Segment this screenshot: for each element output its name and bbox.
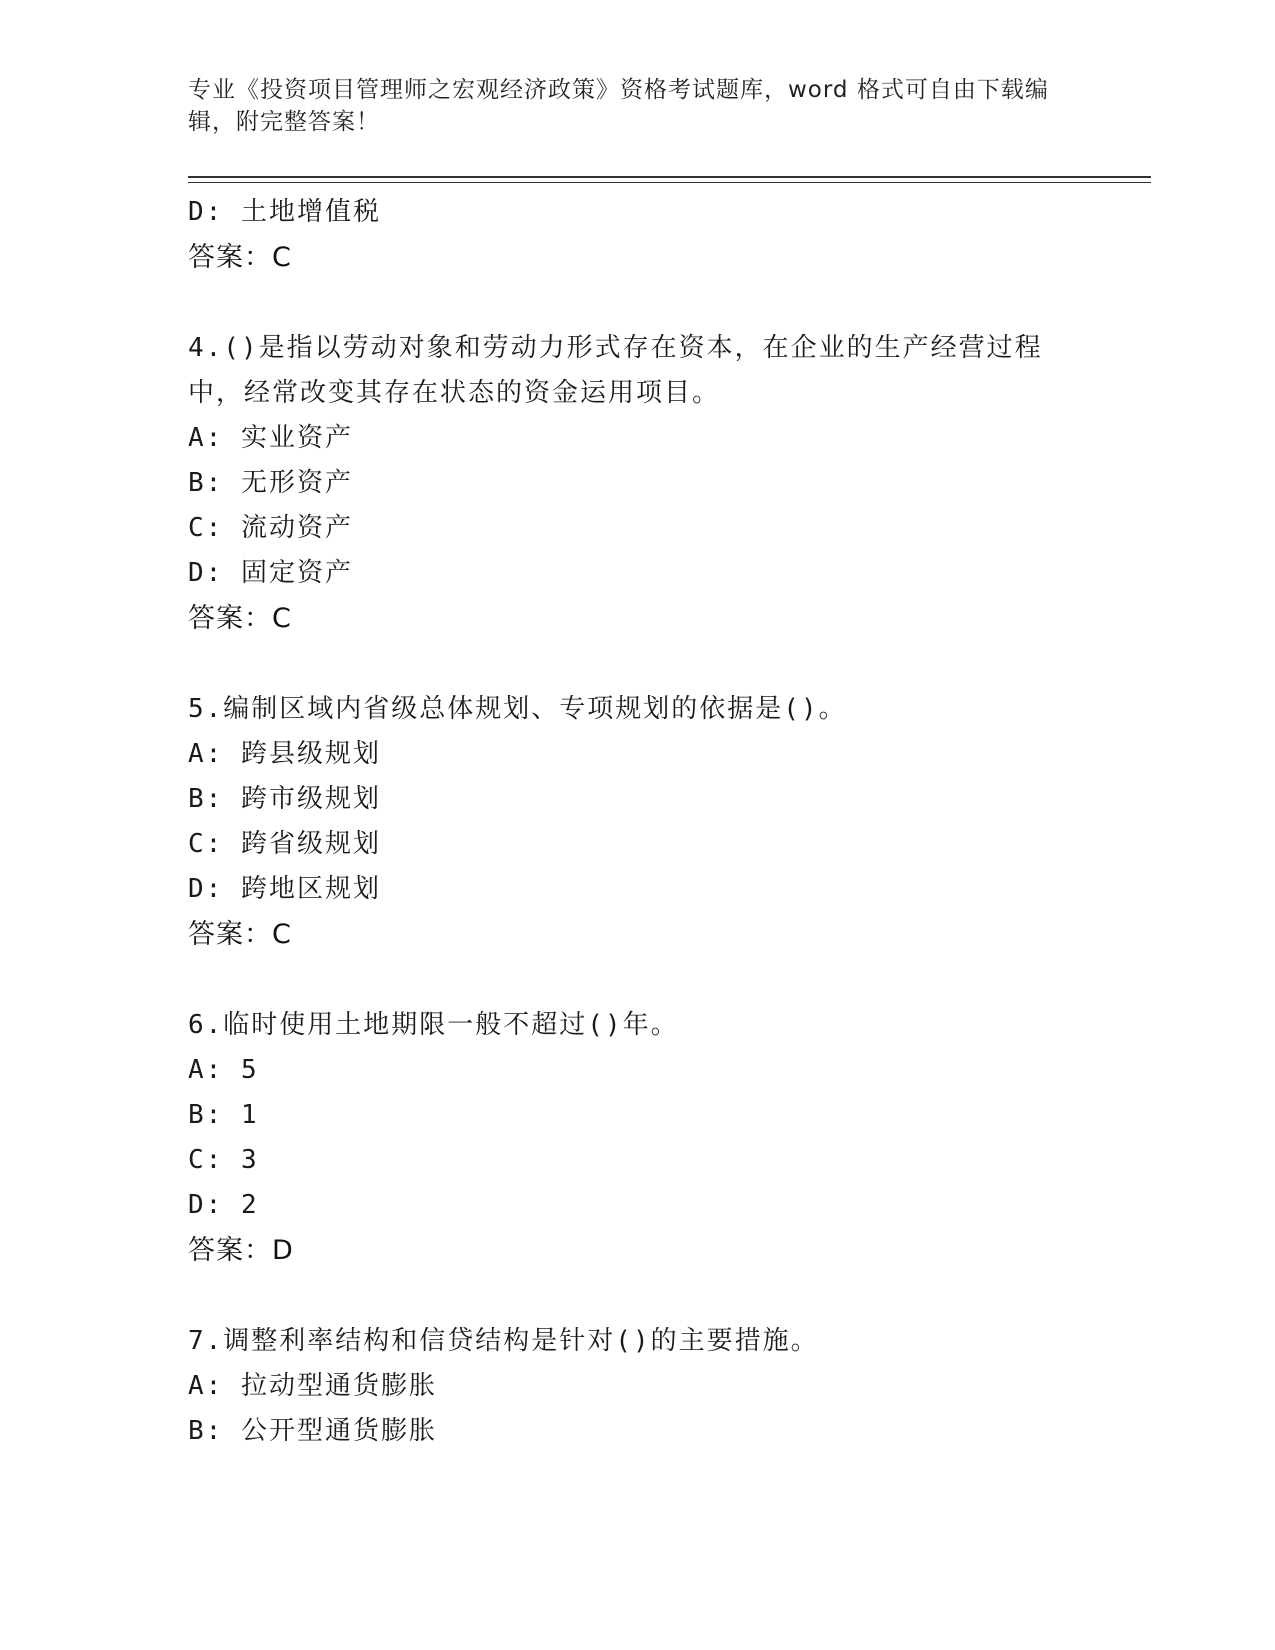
question-6	[188, 1003, 1088, 1273]
question-7	[188, 1319, 1088, 1454]
option-a: A: 5	[188, 1055, 259, 1085]
answer: 答案：C	[188, 242, 292, 273]
question-stem: 7.调整利率结构和信贷结构是针对()的主要措施。	[188, 1326, 819, 1356]
option-c: C: 跨省级规划	[188, 829, 381, 859]
question-stem-line-2: 中，经常改变其存在状态的资金运用项目。	[188, 378, 721, 408]
option-a: A: 拉动型通货膨胀	[188, 1371, 437, 1401]
question-stem: 6.临时使用土地期限一般不超过()年。	[188, 1010, 679, 1040]
document-header	[188, 74, 1088, 138]
option-a: A: 跨县级规划	[188, 739, 381, 769]
question-3-tail	[188, 190, 1088, 280]
option-c: C: 流动资产	[188, 513, 353, 543]
option-b: B: 1	[188, 1100, 259, 1130]
question-stem-line-1: 4.()是指以劳动对象和劳动力形式存在资本，在企业的生产经营过程	[188, 333, 1043, 363]
option-c: C: 3	[188, 1145, 259, 1175]
option-b: B: 公开型通货膨胀	[188, 1416, 437, 1446]
option-d: D: 跨地区规划	[188, 874, 381, 904]
header-rule-thin	[188, 182, 1151, 183]
option-a: A: 实业资产	[188, 423, 353, 453]
option-d: D: 固定资产	[188, 558, 353, 588]
question-list	[188, 190, 1088, 1454]
option-d: D: 2	[188, 1190, 259, 1220]
option-b: B: 无形资产	[188, 468, 353, 498]
header-rule-thick	[188, 176, 1151, 178]
option-d: D: 土地增值税	[188, 197, 381, 227]
question-5	[188, 687, 1088, 957]
answer: 答案：D	[188, 1235, 294, 1266]
answer: 答案：C	[188, 603, 292, 634]
header-line-2: 辑，附完整答案！	[188, 109, 380, 135]
question-stem: 5.编制区域内省级总体规划、专项规划的依据是()。	[188, 694, 847, 724]
option-b: B: 跨市级规划	[188, 784, 381, 814]
question-4	[188, 326, 1088, 641]
question-stem	[188, 326, 1068, 416]
header-line-1: 专业《投资项目管理师之宏观经济政策》资格考试题库，word 格式可自由下载编	[188, 77, 1049, 103]
answer: 答案：C	[188, 919, 292, 950]
